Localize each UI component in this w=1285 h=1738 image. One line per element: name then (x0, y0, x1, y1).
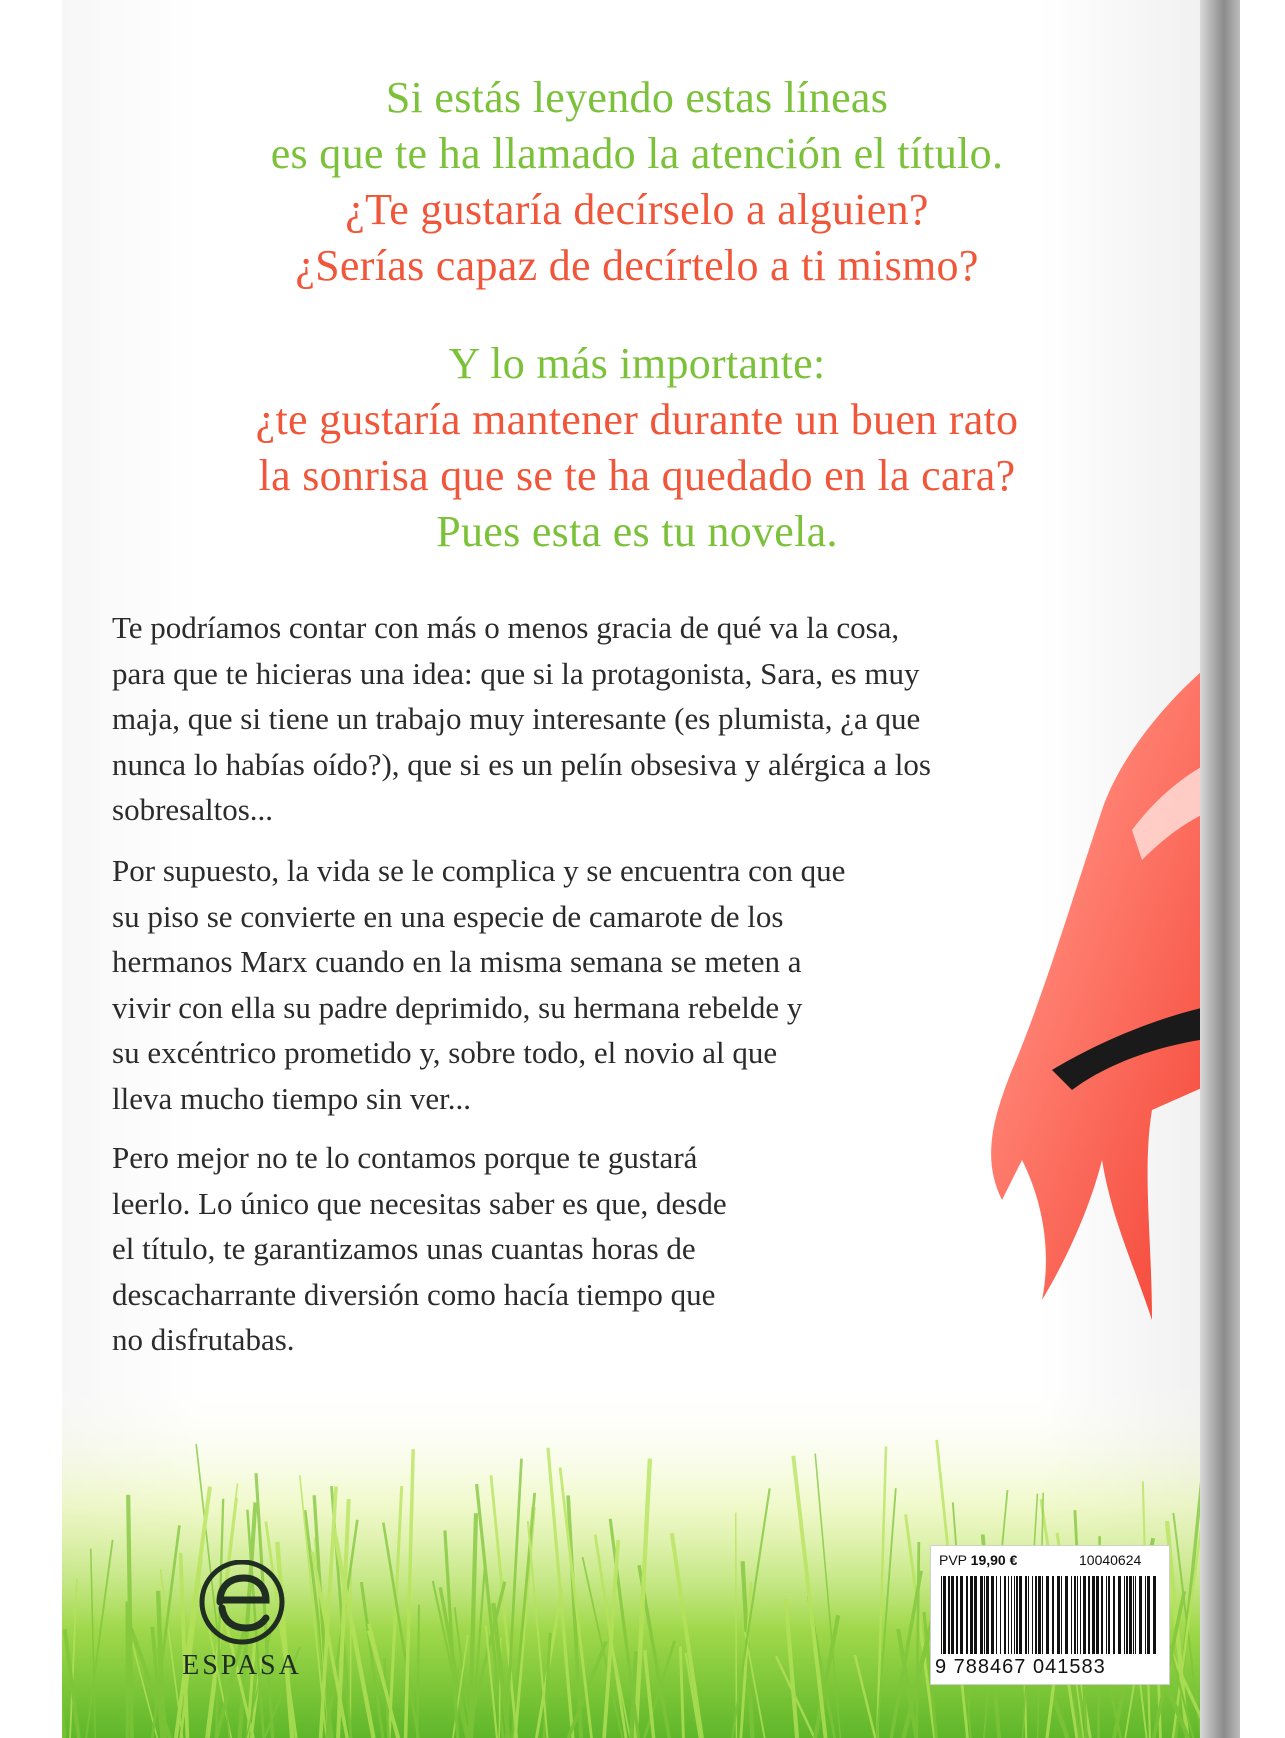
barcode-bar (1113, 1576, 1115, 1654)
book-back-cover (62, 0, 1212, 1738)
barcode-bar (1061, 1576, 1062, 1654)
barcode-bar (1133, 1576, 1134, 1654)
synopsis-line: su piso se convierte en una especie de camarote de los (112, 898, 784, 934)
synopsis-line: hermanos Marx cuando en la misma semana se meten a (112, 944, 802, 979)
tagline-line: ¿te gustaría mantener durante un buen rato (255, 395, 1019, 444)
barcode-bar (1046, 1576, 1049, 1654)
tagline-line: ¿Serías capaz de decírtelo a ti mismo? (295, 241, 979, 290)
price-value: 19,90 € (970, 1552, 1018, 1568)
synopsis-line: maja, que si tiene un trabajo muy interesante (es plumista, ¿a que (112, 701, 921, 736)
barcode-bar (951, 1576, 954, 1654)
synopsis-line: sobresaltos... (112, 792, 274, 827)
barcode-bar (1083, 1576, 1086, 1654)
synopsis-line: Te podríamos contar con más o menos gracia de qué va la cosa, (112, 610, 900, 645)
barcode-bar (1147, 1576, 1150, 1654)
barcode-bar (1025, 1576, 1027, 1654)
tagline-line: Si estás leyendo estas líneas (385, 73, 889, 122)
synopsis-line: Por supuesto, la vida se le complica y se encuentra con que (112, 853, 846, 888)
barcode-bar (1032, 1576, 1033, 1654)
barcode-bar (1042, 1576, 1043, 1654)
barcode-bar (1008, 1576, 1009, 1654)
barcode-label (930, 1545, 1170, 1685)
barcode-bar (996, 1576, 997, 1654)
price-label: PVP (939, 1552, 967, 1568)
synopsis-line: nunca lo habías oído?), que si es un pelín obsesiva y alérgica a los (112, 746, 931, 782)
tagline-line: Pues esta es tu novela. (436, 507, 838, 556)
barcode-bar (1092, 1576, 1095, 1654)
barcode-bar (1014, 1576, 1015, 1654)
barcode-bar (948, 1576, 950, 1654)
synopsis-line: no disfrutabas. (112, 1322, 295, 1357)
barcode-bar (974, 1576, 977, 1654)
barcode-bar (1000, 1576, 1001, 1654)
barcode-bars (939, 1576, 1159, 1654)
synopsis-line: descacharrante diversión como hacía tiempo que (112, 1276, 716, 1312)
barcode-bar (1035, 1576, 1037, 1654)
barcode-bar (956, 1576, 958, 1654)
barcode-bar (1074, 1576, 1076, 1654)
barcode-bar (1129, 1576, 1132, 1654)
synopsis-line: el título, te garantizamos unas cuantas horas de (112, 1231, 696, 1266)
barcode-bar (1106, 1576, 1107, 1654)
synopsis-line: vivir con ella su padre deprimido, su hermana rebelde y (112, 989, 803, 1025)
barcode-bar (1057, 1576, 1060, 1654)
barcode-bar (1019, 1576, 1022, 1654)
espasa-e-logo-icon (172, 1560, 312, 1710)
barcode-bar (1124, 1576, 1125, 1654)
barcode-bar (1135, 1576, 1136, 1654)
barcode-bar (1101, 1576, 1103, 1654)
barcode-bar (941, 1576, 942, 1654)
barcode-bar (960, 1576, 963, 1654)
tagline-line: es que te ha llamado la atención el título. (270, 129, 1004, 178)
barcode-bar (1071, 1576, 1072, 1654)
barcode-bar (970, 1576, 973, 1654)
barcode-bar (986, 1576, 989, 1654)
tagline-line: la sonrisa que se te ha quedado en la cara? (258, 451, 1016, 500)
barcode-bar (1077, 1576, 1078, 1654)
barcode-bar (1145, 1576, 1146, 1654)
synopsis-line: leerlo. Lo único que necesitas saber es que, desde (112, 1185, 727, 1221)
barcode-bar (1139, 1576, 1142, 1654)
barcode-bar (1004, 1576, 1006, 1654)
barcode-bar (1011, 1576, 1012, 1654)
barcode-bar (980, 1576, 983, 1654)
synopsis-line: su excéntrico prometido y, sobre todo, el novio al que (112, 1035, 778, 1070)
barcode-bar (1108, 1576, 1110, 1654)
barcode-bar (1096, 1576, 1099, 1654)
tagline-line: Y lo más importante: (448, 339, 826, 388)
flamingo-illustration (982, 640, 1212, 1320)
barcode-bar (1088, 1576, 1090, 1654)
barcode-bar (1080, 1576, 1081, 1654)
barcode-bar (1016, 1576, 1018, 1654)
synopsis-line: lleva mucho tiempo sin ver... (112, 1080, 472, 1116)
synopsis-line: para que te hicieras una idea: que si la protagonista, Sara, es muy (112, 655, 920, 691)
barcode-bar (991, 1576, 994, 1654)
cover-edge (1200, 0, 1240, 1738)
barcode-bar (1126, 1576, 1128, 1654)
barcode-bar (984, 1576, 985, 1654)
barcode-bar (1052, 1576, 1054, 1654)
barcode-bar (1065, 1576, 1068, 1654)
barcode-bar (1153, 1576, 1156, 1654)
price (939, 1552, 1017, 1568)
publisher-name: ESPASA (182, 1650, 302, 1681)
barcode-bar (943, 1576, 946, 1654)
internal-code: 10040624 (1079, 1552, 1142, 1568)
isbn-digits: 9 788467 041583 (935, 1656, 1106, 1678)
barcode-bar (1028, 1576, 1029, 1654)
barcode-bar (1038, 1576, 1041, 1654)
barcode-bar (1118, 1576, 1121, 1654)
tagline-line: ¿Te gustaría decírselo a alguien? (345, 185, 929, 234)
barcode-bar (966, 1576, 968, 1654)
synopsis-line: Pero mejor no te lo contamos porque te gustará (112, 1140, 698, 1175)
